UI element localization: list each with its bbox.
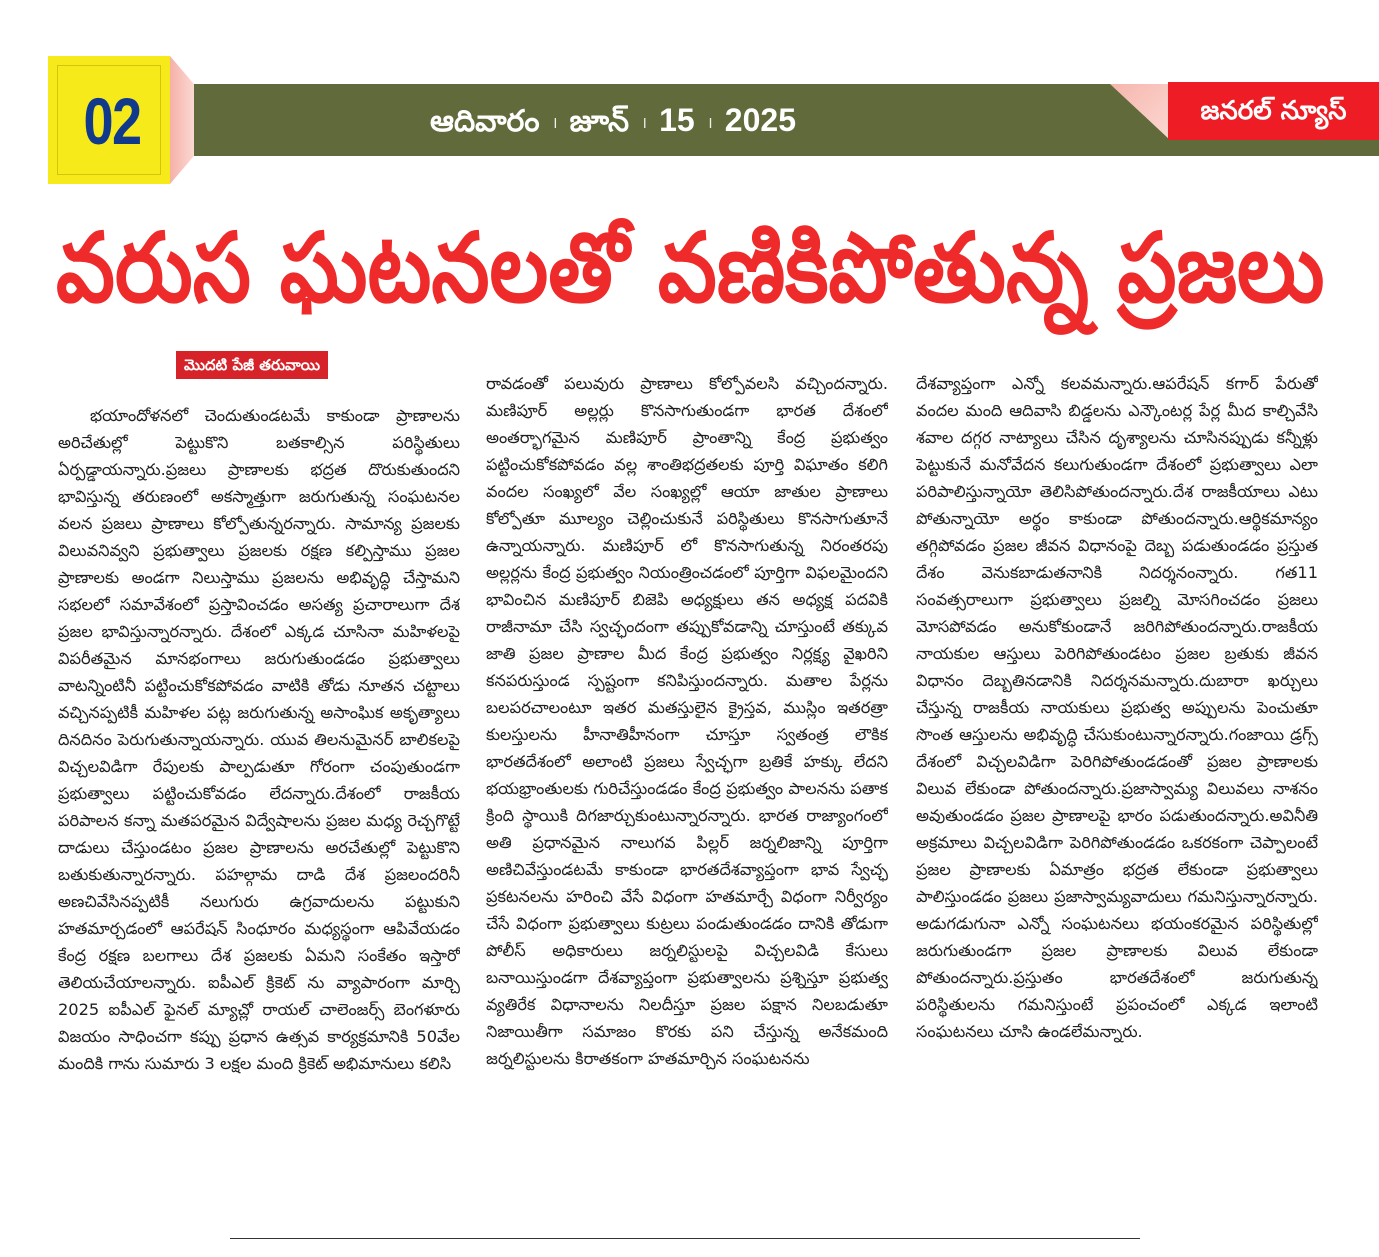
page-number-box bbox=[48, 56, 170, 184]
page-box-fold bbox=[170, 56, 194, 184]
issue-date bbox=[430, 96, 796, 144]
article-headline: వరుస ఘటనలతో వణికిపోతున్న ప్రజలు bbox=[56, 212, 1325, 324]
page-number: 02 bbox=[83, 84, 141, 158]
issue-day-number: 15 bbox=[659, 102, 695, 138]
issue-year: 2025 bbox=[724, 102, 796, 138]
article-column-3: దేశవ్యాప్తంగా ఎన్నో కలవమన్నారు.ఆపరేషన్ కగార్ పేరుతో వందల మంది ఆదివాసి బిడ్డలను ఎన్కౌంటర్ల పేర్ల మీద కాల్చివేసి శవాల దగ్గర నాట్యాలు చేసిన దృశ్యాలను చూసినప్పుడు కన్నీళ్లు పెట్టుకునే మనోవేదన కలుగుతుండగా దేశంలో ప్రభుత్వాలు ఎలా పరిపాలిస్తున్నాయో తెలిసిపోతుందన్నారు.దేశ రాజకీయాలు ఎటు పోతున్నాయో అర్థం కాకుండా పోతుందన్నారు.ఆర్థికమాన్యం తగ్గిపోవడం ప్రజల జీవన విధానంపై దెబ్బ పడుతుండడం ప్రస్తుత దేశం వెనుకబాడుతనానికి నిదర్శనంన్నారు. గత11 సంవత్సరాలుగా ప్రభుత్వాలు ప్రజల్ని మోసగించడం ప్రజలు మోసపోవడం అనుకోకుండానే జరిగిపోతుందన్నారు.రాజకీయ నాయకుల ఆస్తులు పెరిగిపోతుండటం ప్రజల బ్రతుకు జీవన విధానం దెబ్బతినడానికి నిదర్శనమన్నారు.దుబారా ఖర్చులు చేస్తున్న రాజకీయ నాయకులు ప్రభుత్వ అప్పులను పెంచుతూ సొంత ఆస్తులను అభివృద్ధి చేసుకుంటున్నారన్నారు.గంజాయి డ్రగ్స్ దేశంలో విచ్చలవిడిగా పెరిగిపోతుండడంతో ప్రజల ప్రాణాలకు విలువ లేకుండా పోతుందన్నారు.ప్రజాస్వామ్య విలువలు నాశనం అవుతుండడం ప్రజల ప్రాణాలపై భారం పడుతుందన్నారు.అవినీతి అక్రమాలు విచ్చలవిడిగా పెరిగిపోతుండడం ఒకరకంగా చెప్పాలంటే ప్రజల ప్రాణాలకు ఏమాత్రం భద్రత లేకుండా ప్రభుత్వాలు పాలిస్తుండడం ప్రజలు ప్రజాస్వామ్యవాదులు గమనిస్తున్నారన్నారు. అడుగడుగునా ఎన్నో సంఘటనలు భయంకరమైన పరిస్థితుల్లో జరుగుతుండగా ప్రజల ప్రాణాలకు విలువ లేకుండా పోతుందన్నారు.ప్రస్తుతం భారతదేశంలో జరుగుతున్న పరిస్థితులను గమనిస్తుంటే ప్రపంచంలో ఎక్కడ ఇలాంటి సంఘటనలు చూసి ఉండలేమన్నారు. bbox=[916, 374, 1318, 1041]
issue-day: ఆదివారం bbox=[430, 104, 540, 139]
section-tag: జనరల్ న్యూస్ bbox=[1168, 82, 1379, 140]
date-separator: । bbox=[641, 112, 648, 132]
continued-label: మొదటి పేజీ తరువాయి bbox=[176, 351, 328, 379]
article-column-2: రావడంతో పలువురు ప్రాణాలు కోల్పోవలసి వచ్చిందన్నారు. మణిపూర్ అల్లర్లు కొనసాగుతుండగా భారత దేశంలో అంతర్భాగమైన మణిపూర్ ప్రాంతాన్ని కేంద్ర ప్రభుత్వం పట్టించుకోకపోవడం వల్ల శాంతిభద్రతలకు పూర్తి విఘాతం కలిగి వందల సంఖ్యలో వేల సంఖ్యల్లో ఆయా జాతుల ప్రాణాలు కోల్పోతూ మూల్యం చెల్లించుకునే పరిస్థితులు కొనసాగుతూనే ఉన్నాయన్నారు. మణిపూర్ లో కొనసాగుతున్న నిరంతరపు అల్లర్లను కేంద్ర ప్రభుత్వం నియంత్రించడంలో పూర్తిగా విఫలమైందని భావించిన మణిపూర్ బిజెపి అధ్యక్షులు తన అధ్యక్ష పదవికి రాజీనామా చేసి స్వచ్ఛందంగా తప్పుకోవడాన్ని చూస్తుంటే తక్కువ జాతి ప్రజల ప్రాణాల మీద కేంద్ర ప్రభుత్వం నిర్లక్ష్య వైఖరిని కనపరుస్తుండ స్పష్టంగా కనిపిస్తుందన్నారు. మతాల పేర్లను బలపరచాలంటూ ఇతర మతస్తులైన క్రైస్తవ, ముస్లిం ఇతరత్రా కులస్తులను హీనాతిహీనంగా చూస్తూ స్వతంత్ర లౌకిక భారతదేశంలో అలాంటి ప్రజలు స్వేచ్ఛగా బ్రతికే హక్కు లేదని భయభ్రాంతులకు గురిచేస్తుండడం కేంద్ర ప్రభుత్వం పాలనను పతాక క్రింది స్థాయికి దిగజార్చుకుంటున్నారన్నారు. భారత రాజ్యాంగంలో అతి ప్రధానమైన నాలుగవ పిల్లర్ జర్నలిజాన్ని పూర్తిగా అణిచివేస్తుండటమే కాకుండా భారతదేశవ్యాప్తంగా భావ స్వేచ్ఛ ప్రకటనలను హరించి వేసే విధంగా హతమార్చే విధంగా నిర్వీర్యం చేసే విధంగా ప్రభుత్వాలు కుట్రలు పండుతుండడం దానికి తోడుగా పోలీస్ అధికారులు జర్నలిస్టులపై విచ్చలవిడి కేసులు బనాయిస్తుండగా దేశవ్యాప్తంగా ప్రభుత్వాలను ప్రశ్నిస్తూ ప్రభుత్వ వ్యతిరేక విధానాలను నిలదీస్తూ ప్రజల పక్షాన నిలబడుతూ నిజాయితీగా సమాజం కొరకు పని చేస్తున్న అనేకమంది జర్నలిస్టులను కిరాతకంగా హతమార్చిన సంఘటనను bbox=[486, 374, 888, 1068]
article-column-1: భయాందోళనలో చెందుతుండటమే కాకుండా ప్రాణాలను అరిచేతుల్లో పెట్టుకొని బతకాల్సిన పరిస్థితులు ఏర్పడ్డాయన్నారు.ప్రజలు ప్రాణాలకు భద్రత దొరుకుతుందని భావిస్తున్న తరుణంలో అకస్మాత్తుగా జరుగుతున్న సంఘటనల వలన ప్రజలు ప్రాణాలు కోల్పోతున్నరన్నారు. సామాన్య ప్రజలకు విలువనివ్వని ప్రభుత్వాలు ప్రజలకు రక్షణ కల్పిస్తాము ప్రజల ప్రాణాలకు అండగా నిలుస్తాము ప్రజలను అభివృద్ధి చేస్తామని సభలలో సమావేశంలో ప్రస్తావించడం అసత్య ప్రచారాలుగా దేశ ప్రజల భావిస్తున్నారన్నారు. దేశంలో ఎక్కడ చూసినా మహిళలపై విపరీతమైన మానభంగాలు జరుగుతుండడం ప్రభుత్వాలు వాటన్నింటినీ పట్టించుకోకపోవడం వాటికి తోడు నూతన చట్టాలు వచ్చినప్పటికీ మహిళల పట్ల జరుగుతున్న అసాంఘిక అకృత్యాలు దినదినం పెరుగుతున్నాయన్నారు. యువ తిలనుమైనర్ బాలికలపై విచ్చలవిడిగా రేపులకు పాల్పడుతూ గోరంగా చంపుతుండగా ప్రభుత్వాలు పట్టించుకోవడం లేదన్నారు.దేశంలో రాజకీయ పరిపాలన కన్నా మతపరమైన విద్వేషాలను ప్రజల మధ్య రెచ్చగొట్టే దాడులు చేస్తుండటం ప్రజల ప్రాణాలను అరచేతుల్లో పెట్టుకొని బతుకుతున్నారన్నారు. పహల్గామ దాడి దేశ ప్రజలందరినీ అణచివేసినప్పటికీ నలుగురు ఉగ్రవాదులను పట్టుకుని హతమార్చడంలో ఆపరేషన్ సింధూరం మధ్యస్థంగా ఆపివేయడం కేంద్ర రక్షణ బలగాలు దేశ ప్రజలకు ఏమని సంకేతం ఇస్తారో తెలియచేయాలన్నారు. ఐపీఎల్ క్రికెట్ ను వ్యాపారంగా మార్చి 2025 ఐపీఎల్ ఫైనల్ మ్యాచ్లో రాయల్ చాలెంజర్స్ బెంగళూరు విజయం సాధించగా కప్పు ప్రధాన ఉత్సవ కార్యక్రమానికి 50వేల మందికి గాను సుమారు 3 లక్షల మంది క్రికెట్ అభిమానులు కలిసి bbox=[58, 406, 460, 1073]
issue-month: జూన్ bbox=[569, 104, 630, 139]
date-separator: । bbox=[551, 112, 558, 132]
date-separator: । bbox=[706, 112, 713, 132]
bottom-rule bbox=[230, 1238, 1140, 1239]
